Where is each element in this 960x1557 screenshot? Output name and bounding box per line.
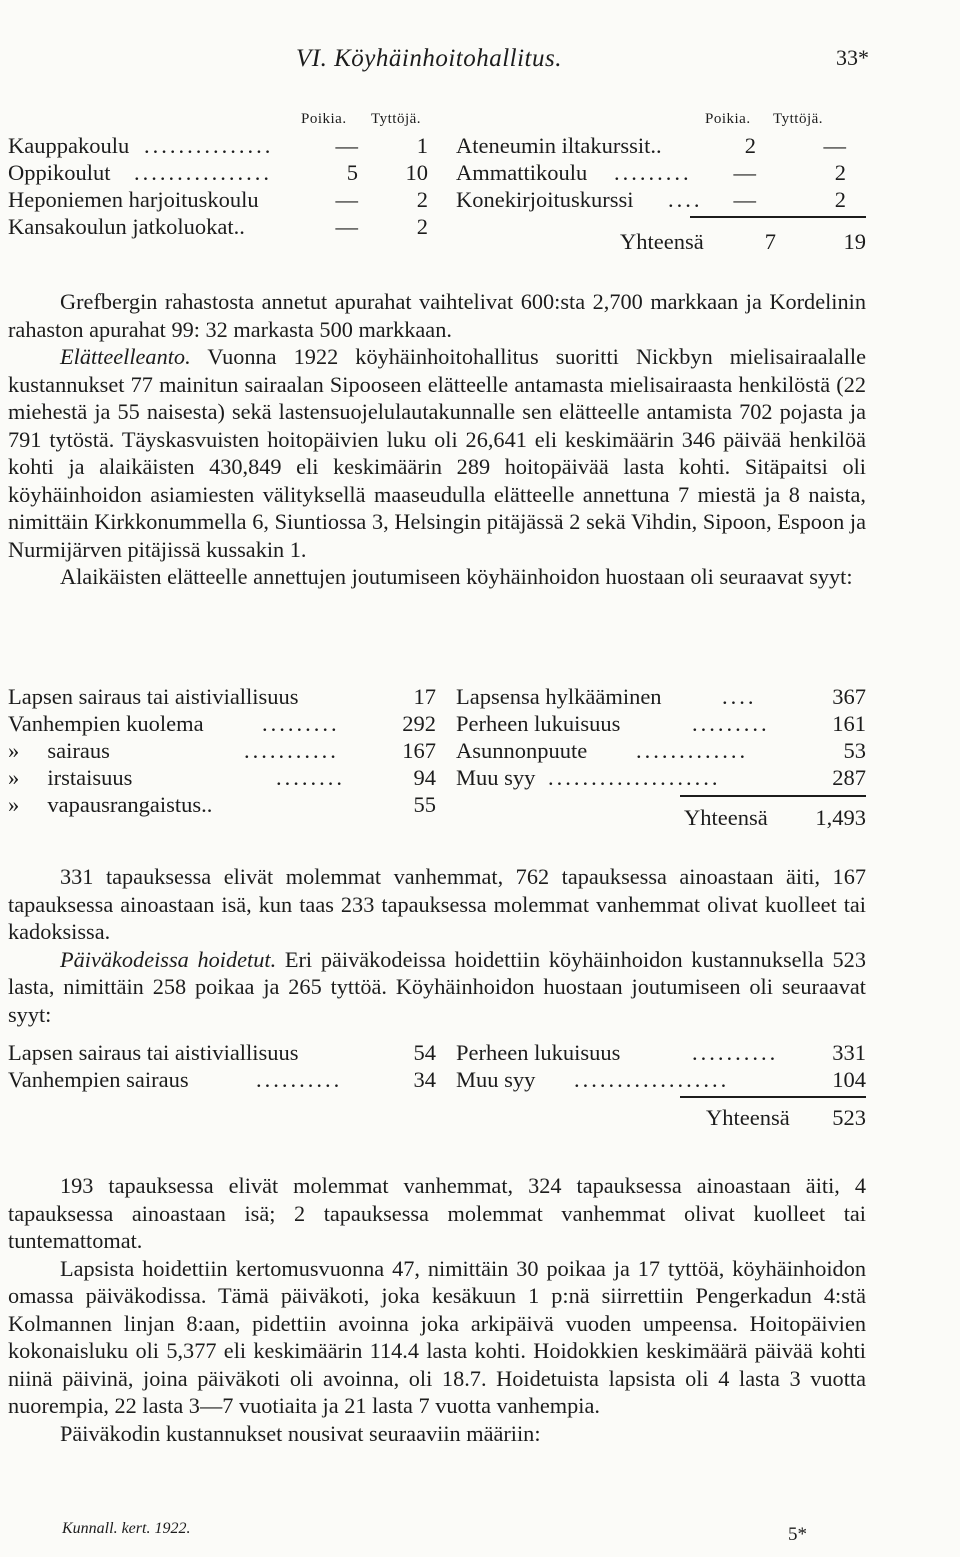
total-value: 523 <box>832 1105 866 1130</box>
total-boys: 7 <box>764 229 776 254</box>
row-value: 104 <box>832 1067 866 1092</box>
total-rule <box>680 1096 866 1098</box>
row-boys: — <box>335 214 358 239</box>
row-label: Vanhempien sairaus <box>8 1067 189 1092</box>
paragraph-costs-intro: Päiväkodin kustannukset nousivat seuraaviin määriin: <box>60 1420 541 1446</box>
table-total-row <box>620 229 866 255</box>
row-girls: 1 <box>416 133 428 158</box>
table-row <box>8 765 438 791</box>
row-boys: 2 <box>744 133 756 158</box>
row-value: 161 <box>832 711 866 736</box>
leader-dots: .... <box>722 684 757 709</box>
col-head-girls-left: Tyttöjä. <box>371 111 422 127</box>
row-boys: — <box>335 133 358 158</box>
row-boys: — <box>733 160 756 185</box>
row-boys: — <box>335 187 358 212</box>
total-label: Yhteensä <box>706 1105 790 1130</box>
leader-dots: ........ <box>276 765 345 790</box>
table-row <box>456 684 866 710</box>
table-row <box>456 160 866 186</box>
row-boys: — <box>733 187 756 212</box>
foster-care-body: Vuonna 1922 köyhäinhoitohallitus suoritti Nickbyn mielisairaalalle kustannukset 77 mainitun sairaalan Sipooseen elätteelle antamasta mielisairaasta henkilöstä (22 miehestä ja 55 naisesta) sekä lastensuojelulautakunnalle sen elätteelle antamista 702 pojasta ja 791 tytöstä. Täyskasvuisten hoitopäivien luku oli 26,641 eli keskimäärin 346 päivää henkilöä kohti ja alaikäisten 430,849 eli keskimäärin 289 hoitopäivää lasta kohti. Sitäpaitsi oli köyhäinhoidon asiamiesten välityksellä maaseudulla elätteelle annettuna 7 miestä ja 8 naista, nimittäin Kirkkonummella 6, Siuntiossa 3, Helsingin pitäjässä 2 sekä Vihdin, Sipoon, Espoon ja Nurmijärven pitäjissä kussakin 1. <box>8 344 866 562</box>
row-label: Muu syy <box>456 765 536 790</box>
paragraph-foster-care <box>8 343 866 563</box>
row-girls: 2 <box>416 214 428 239</box>
row-label: Lapsensa hylkääminen <box>456 684 662 709</box>
row-girls: 2 <box>416 187 428 212</box>
row-label: Kauppakoulu <box>8 133 130 158</box>
table-row <box>8 1067 438 1093</box>
leader-dots: ........... <box>244 738 339 763</box>
table-total-row <box>706 1105 866 1131</box>
col-head-boys-right: Poikia. <box>705 111 751 127</box>
leader-dots: .................... <box>548 765 721 790</box>
footer-signature: 5* <box>788 1524 807 1545</box>
paragraph-own-day-care: Lapsista hoidettiin kertomusvuonna 47, nimittäin 30 poikaa ja 17 tyttöä, köyhäinhoidon omassa päiväkodissa. Tämä päiväkoti, joka kesäkuun 1 p:nä siirrettiin Pengerkadun 4:stä Kolmannen linjan 8:aan, pidettiin avoinna joka arkipäivä vuoden umpeensa. Hoitopäivien kokonaisluku oli 5,377 eli keskimäärin 114.4 lasta kohti. Hoidokkien keskimäärä päivää kohti niinä päivinä, joina päiväkoti oli avoinna, oli 18.7. Hoidetuista lapsista oli 4 lasta 3 vuotta nuorempia, 22 lasta 3—7 vuotiaita ja 21 lasta 7 vuotta vanhempia. <box>8 1255 866 1418</box>
paragraph-day-care <box>8 946 866 1029</box>
table-row <box>8 1040 438 1066</box>
total-girls: 19 <box>843 229 866 254</box>
row-label: » irstaisuus <box>8 765 133 790</box>
table-row <box>8 684 438 710</box>
leader-dots: ............... <box>144 133 274 158</box>
row-label: » vapausrangaistus.. <box>8 792 213 817</box>
table-row <box>456 133 866 159</box>
leader-dots: .................. <box>574 1067 730 1092</box>
row-value: 17 <box>413 684 436 709</box>
row-value: 34 <box>413 1067 436 1092</box>
table-row <box>456 1040 866 1066</box>
day-care-body: Eri päiväkodeissa hoidettiin köyhäinhoidon kustannuksella 523 lasta, nimittäin 258 poikaa ja 265 tyttöä. Köyhäinhoidon huostaan joutumiseen oli seuraavat syyt: <box>8 946 866 1027</box>
table-row <box>8 160 428 186</box>
row-label: Vanhempien kuolema <box>8 711 204 736</box>
table-row <box>456 738 866 764</box>
row-label: Kansakoulun jatkoluokat.. <box>8 214 245 239</box>
row-value: 55 <box>413 792 436 817</box>
row-value: 53 <box>843 738 866 763</box>
leader-dots: ............. <box>636 738 749 763</box>
page-number: 33* <box>836 45 869 70</box>
leader-dots: .......... <box>692 1040 779 1065</box>
row-value: 367 <box>832 684 866 709</box>
section-heading-foster-care: Elätteelleanto. <box>60 344 191 369</box>
table-row <box>456 187 866 213</box>
row-label: » sairaus <box>8 738 110 763</box>
table-row <box>456 1067 866 1093</box>
text-block-3 <box>8 1172 866 1447</box>
table-row <box>8 133 428 159</box>
row-label: Muu syy <box>456 1067 536 1092</box>
leader-dots: ......... <box>692 711 770 736</box>
text-block-2 <box>8 863 866 1028</box>
row-label: Ammattikoulu <box>456 160 588 185</box>
row-label: Perheen lukuisuus <box>456 711 621 736</box>
row-value: 287 <box>832 765 866 790</box>
total-label: Yhteensä <box>684 805 768 830</box>
row-value: 292 <box>402 711 436 736</box>
row-value: 54 <box>413 1040 436 1065</box>
table-row <box>8 792 438 818</box>
row-label: Lapsen sairaus tai aistiviallisuus <box>8 1040 299 1065</box>
table-row <box>8 738 438 764</box>
table-row <box>8 711 438 737</box>
paragraph-parents-status-2: 193 tapauksessa elivät molemmat vanhemmat, 324 tapauksessa ainoastaan äiti, 4 tapauksessa ainoastaan isä; 2 tapauksessa molemmat vanhemmat olivat kuolleet tai tuntemattomat. <box>8 1173 866 1253</box>
total-rule <box>680 795 866 797</box>
table-row <box>456 765 866 791</box>
row-label: Asunnonpuute <box>456 738 588 763</box>
row-girls: 2 <box>834 160 846 185</box>
leader-dots: ......... <box>262 711 340 736</box>
total-label: Yhteensä <box>620 229 704 254</box>
section-heading-day-care: Päiväkodeissa hoidetut. <box>60 946 277 972</box>
row-label: Lapsen sairaus tai aistiviallisuus <box>8 684 299 709</box>
col-head-boys-left: Poikia. <box>301 111 347 127</box>
row-value: 167 <box>402 738 436 763</box>
paragraph-grants: Grefbergin rahastosta annetut apurahat vaihtelivat 600:sta 2,700 markkaan ja Kordelinin rahaston apurahat 99: 32 markasta 500 markkaan. <box>8 289 866 342</box>
leader-dots: ................ <box>134 160 272 185</box>
table-total-row <box>684 805 866 831</box>
total-value: 1,493 <box>815 805 866 830</box>
table-row <box>8 187 428 213</box>
total-rule <box>690 216 866 218</box>
row-label: Ateneumin iltakurssit.. <box>456 133 662 158</box>
row-value: 94 <box>413 765 436 790</box>
row-value: 331 <box>832 1040 866 1065</box>
leader-dots: .... <box>668 187 703 212</box>
row-label: Oppikoulut <box>8 160 111 185</box>
row-label: Heponiemen harjoituskoulu <box>8 187 259 212</box>
text-block-1 <box>8 288 866 591</box>
running-header-title: VI. Köyhäinhoitohallitus. <box>296 45 562 72</box>
col-head-girls-right: Tyttöjä. <box>773 111 824 127</box>
row-girls: 10 <box>405 160 428 185</box>
footer-source: Kunnall. kert. 1922. <box>62 1520 191 1537</box>
paragraph-parents-status: 331 tapauksessa elivät molemmat vanhemmat, 762 tapauksessa ainoastaan äiti, 167 tapauksessa ainoastaan isä, kun taas 233 tapauksessa molemmat vanhemmat olivat kuolleet tai kadoksissa. <box>8 864 866 944</box>
row-label: Konekirjoituskurssi <box>456 187 634 212</box>
row-label: Perheen lukuisuus <box>456 1040 621 1065</box>
leader-dots: ......... <box>614 160 692 185</box>
table-row <box>8 214 428 240</box>
paragraph-causes-intro: Alaikäisten elätteelle annettujen joutumiseen köyhäinhoidon huostaan oli seuraavat syyt: <box>60 564 853 589</box>
row-girls: 2 <box>834 187 846 212</box>
row-boys: 5 <box>346 160 358 185</box>
row-girls: — <box>823 133 846 158</box>
table-row <box>456 711 866 737</box>
leader-dots: .......... <box>256 1067 343 1092</box>
